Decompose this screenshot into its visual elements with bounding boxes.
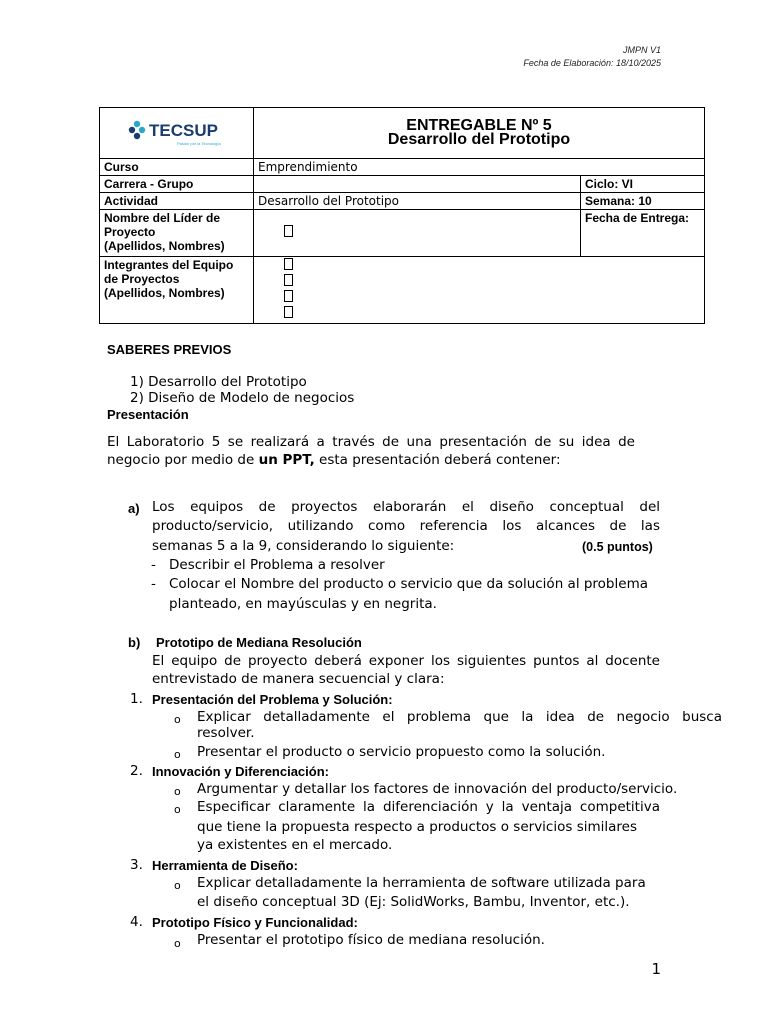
- presentacion-text: esta presentación deberá contener:: [314, 452, 561, 468]
- tecsup-logo: [125, 116, 229, 148]
- sub-2b-line-1: Especificar claramente la diferenciación y la ventaja competitiva: [197, 799, 660, 815]
- integrante-checkbox[interactable]: [284, 274, 293, 286]
- title-line-2: Desarrollo del Prototipo: [387, 131, 571, 148]
- title-line-1: ENTREGABLE Nº 5: [406, 117, 552, 134]
- dash-marker: -: [151, 557, 156, 573]
- presentacion-text: negocio por medio de: [107, 452, 259, 468]
- numbered-item-1-title: Presentación del Problema y Solución:: [152, 692, 393, 707]
- sub-2b-line-2: que tiene la propuesta respecto a productos o servicios similares: [197, 819, 637, 835]
- section-b-marker: b): [128, 635, 141, 650]
- integrante-checkbox[interactable]: [284, 258, 293, 270]
- lider-checkbox[interactable]: [284, 225, 293, 237]
- presentacion-heading: Presentación: [107, 407, 189, 422]
- sub-3a-line-1: Explicar detalladamente la herramienta de software utilizada para: [197, 875, 646, 891]
- fecha-entrega-label: Fecha de Entrega:: [581, 210, 705, 257]
- section-a-dash-1: Describir el Problema a resolver: [169, 557, 385, 573]
- sub-1a-line-2: resolver.: [197, 725, 255, 741]
- section-a-points: (0.5 puntos): [582, 540, 653, 554]
- section-a-line-2: producto/servicio, utilizando como referencia los alcances de las: [152, 518, 660, 534]
- saberes-item-1: 1) Desarrollo del Prototipo: [130, 374, 307, 390]
- sub-3a-line-2: el diseño conceptual 3D (Ej: SolidWorks, Bambu, Inventor, etc.).: [197, 894, 630, 910]
- lider-label-line: (Apellidos, Nombres): [104, 239, 225, 253]
- circle-bullet-icon: o: [174, 803, 181, 816]
- carrera-value[interactable]: [254, 176, 581, 193]
- numbered-item-2-title: Innovación y Diferenciación:: [152, 764, 329, 779]
- actividad-value: Desarrollo del Prototipo: [254, 193, 581, 210]
- saberes-heading: SABERES PREVIOS: [107, 342, 232, 357]
- header-date: Fecha de Elaboración: 18/10/2025: [523, 58, 661, 68]
- numbered-item-4-num: 4.: [130, 914, 143, 930]
- semana-label: Semana: 10: [581, 193, 705, 210]
- document-title: [254, 108, 705, 159]
- circle-bullet-icon: o: [174, 785, 181, 798]
- sub-2b-line-3: ya existentes en el mercado.: [197, 837, 393, 853]
- carrera-label: Carrera - Grupo: [100, 176, 254, 193]
- integrantes-label: [100, 257, 254, 324]
- dash-marker: -: [151, 576, 156, 592]
- presentacion-line-1: El Laboratorio 5 se realizará a través de una presentación de su idea de: [107, 434, 635, 450]
- section-a-dash-2-line-2: planteado, en mayúsculas y en negrita.: [169, 596, 437, 612]
- numbered-item-3-title: Herramienta de Diseño:: [152, 858, 298, 873]
- numbered-item-4-title: Prototipo Físico y Funcionalidad:: [152, 915, 358, 930]
- header-doc-code: JMPN V1: [622, 45, 661, 55]
- integrantes-label-line: (Apellidos, Nombres): [104, 286, 225, 300]
- numbered-item-3-num: 3.: [130, 857, 143, 873]
- tecsup-logo-mark: [128, 120, 144, 138]
- circle-bullet-icon: o: [174, 937, 181, 950]
- logo-tagline: Pasión por la Tecnología: [176, 140, 221, 146]
- logo-cell: [100, 108, 254, 159]
- section-a-line-1: Los equipos de proyectos elaborarán el diseño conceptual del: [152, 499, 660, 515]
- section-b-line-2: entrevistado de manera secuencial y clara:: [152, 671, 445, 687]
- integrantes-label-line: de Proyectos: [104, 272, 180, 286]
- curso-value: Emprendimiento: [254, 159, 705, 176]
- circle-bullet-icon: o: [174, 879, 181, 892]
- lider-label: [100, 210, 254, 257]
- section-a-line-3: semanas 5 a la 9, considerando lo siguiente:: [152, 538, 455, 554]
- integrantes-label-line: Integrantes del Equipo: [104, 258, 234, 272]
- saberes-item-2: 2) Diseño de Modelo de negocios: [130, 390, 355, 406]
- section-a-marker: a): [128, 501, 140, 516]
- lider-label-line: Proyecto: [104, 225, 156, 239]
- presentacion-line-2: [107, 452, 561, 469]
- integrante-checkbox[interactable]: [284, 306, 293, 318]
- sub-4a: Presentar el prototipo físico de mediana resolución.: [197, 932, 545, 948]
- actividad-label: Actividad: [100, 193, 254, 210]
- lider-label-line: Nombre del Líder de: [104, 211, 221, 225]
- sub-1b: Presentar el producto o servicio propuesto como la solución.: [197, 744, 606, 760]
- circle-bullet-icon: o: [174, 713, 181, 726]
- lider-value[interactable]: [254, 210, 581, 257]
- numbered-item-1-num: 1.: [130, 691, 143, 707]
- section-b-line-1: El equipo de proyecto deberá exponer los siguientes puntos al docente: [152, 653, 660, 669]
- presentacion-bold: un PPT,: [258, 452, 315, 468]
- circle-bullet-icon: o: [174, 748, 181, 761]
- section-a-dash-2-line-1: Colocar el Nombre del producto o servicio que da solución al problema: [169, 576, 648, 592]
- curso-label: Curso: [100, 159, 254, 176]
- numbered-item-2-num: 2.: [130, 763, 143, 779]
- integrantes-value[interactable]: [254, 257, 705, 324]
- page-number: 1: [651, 960, 661, 978]
- integrante-checkbox[interactable]: [284, 290, 293, 302]
- logo-text: TECSUP: [148, 120, 218, 140]
- info-table: [99, 107, 705, 324]
- sub-1a-line-1: Explicar detalladamente el problema que la idea de negocio busca: [197, 709, 722, 725]
- sub-2a: Argumentar y detallar los factores de innovación del producto/servicio.: [197, 781, 678, 797]
- section-b-heading: Prototipo de Mediana Resolución: [156, 635, 362, 650]
- ciclo-label: Ciclo: VI: [581, 176, 705, 193]
